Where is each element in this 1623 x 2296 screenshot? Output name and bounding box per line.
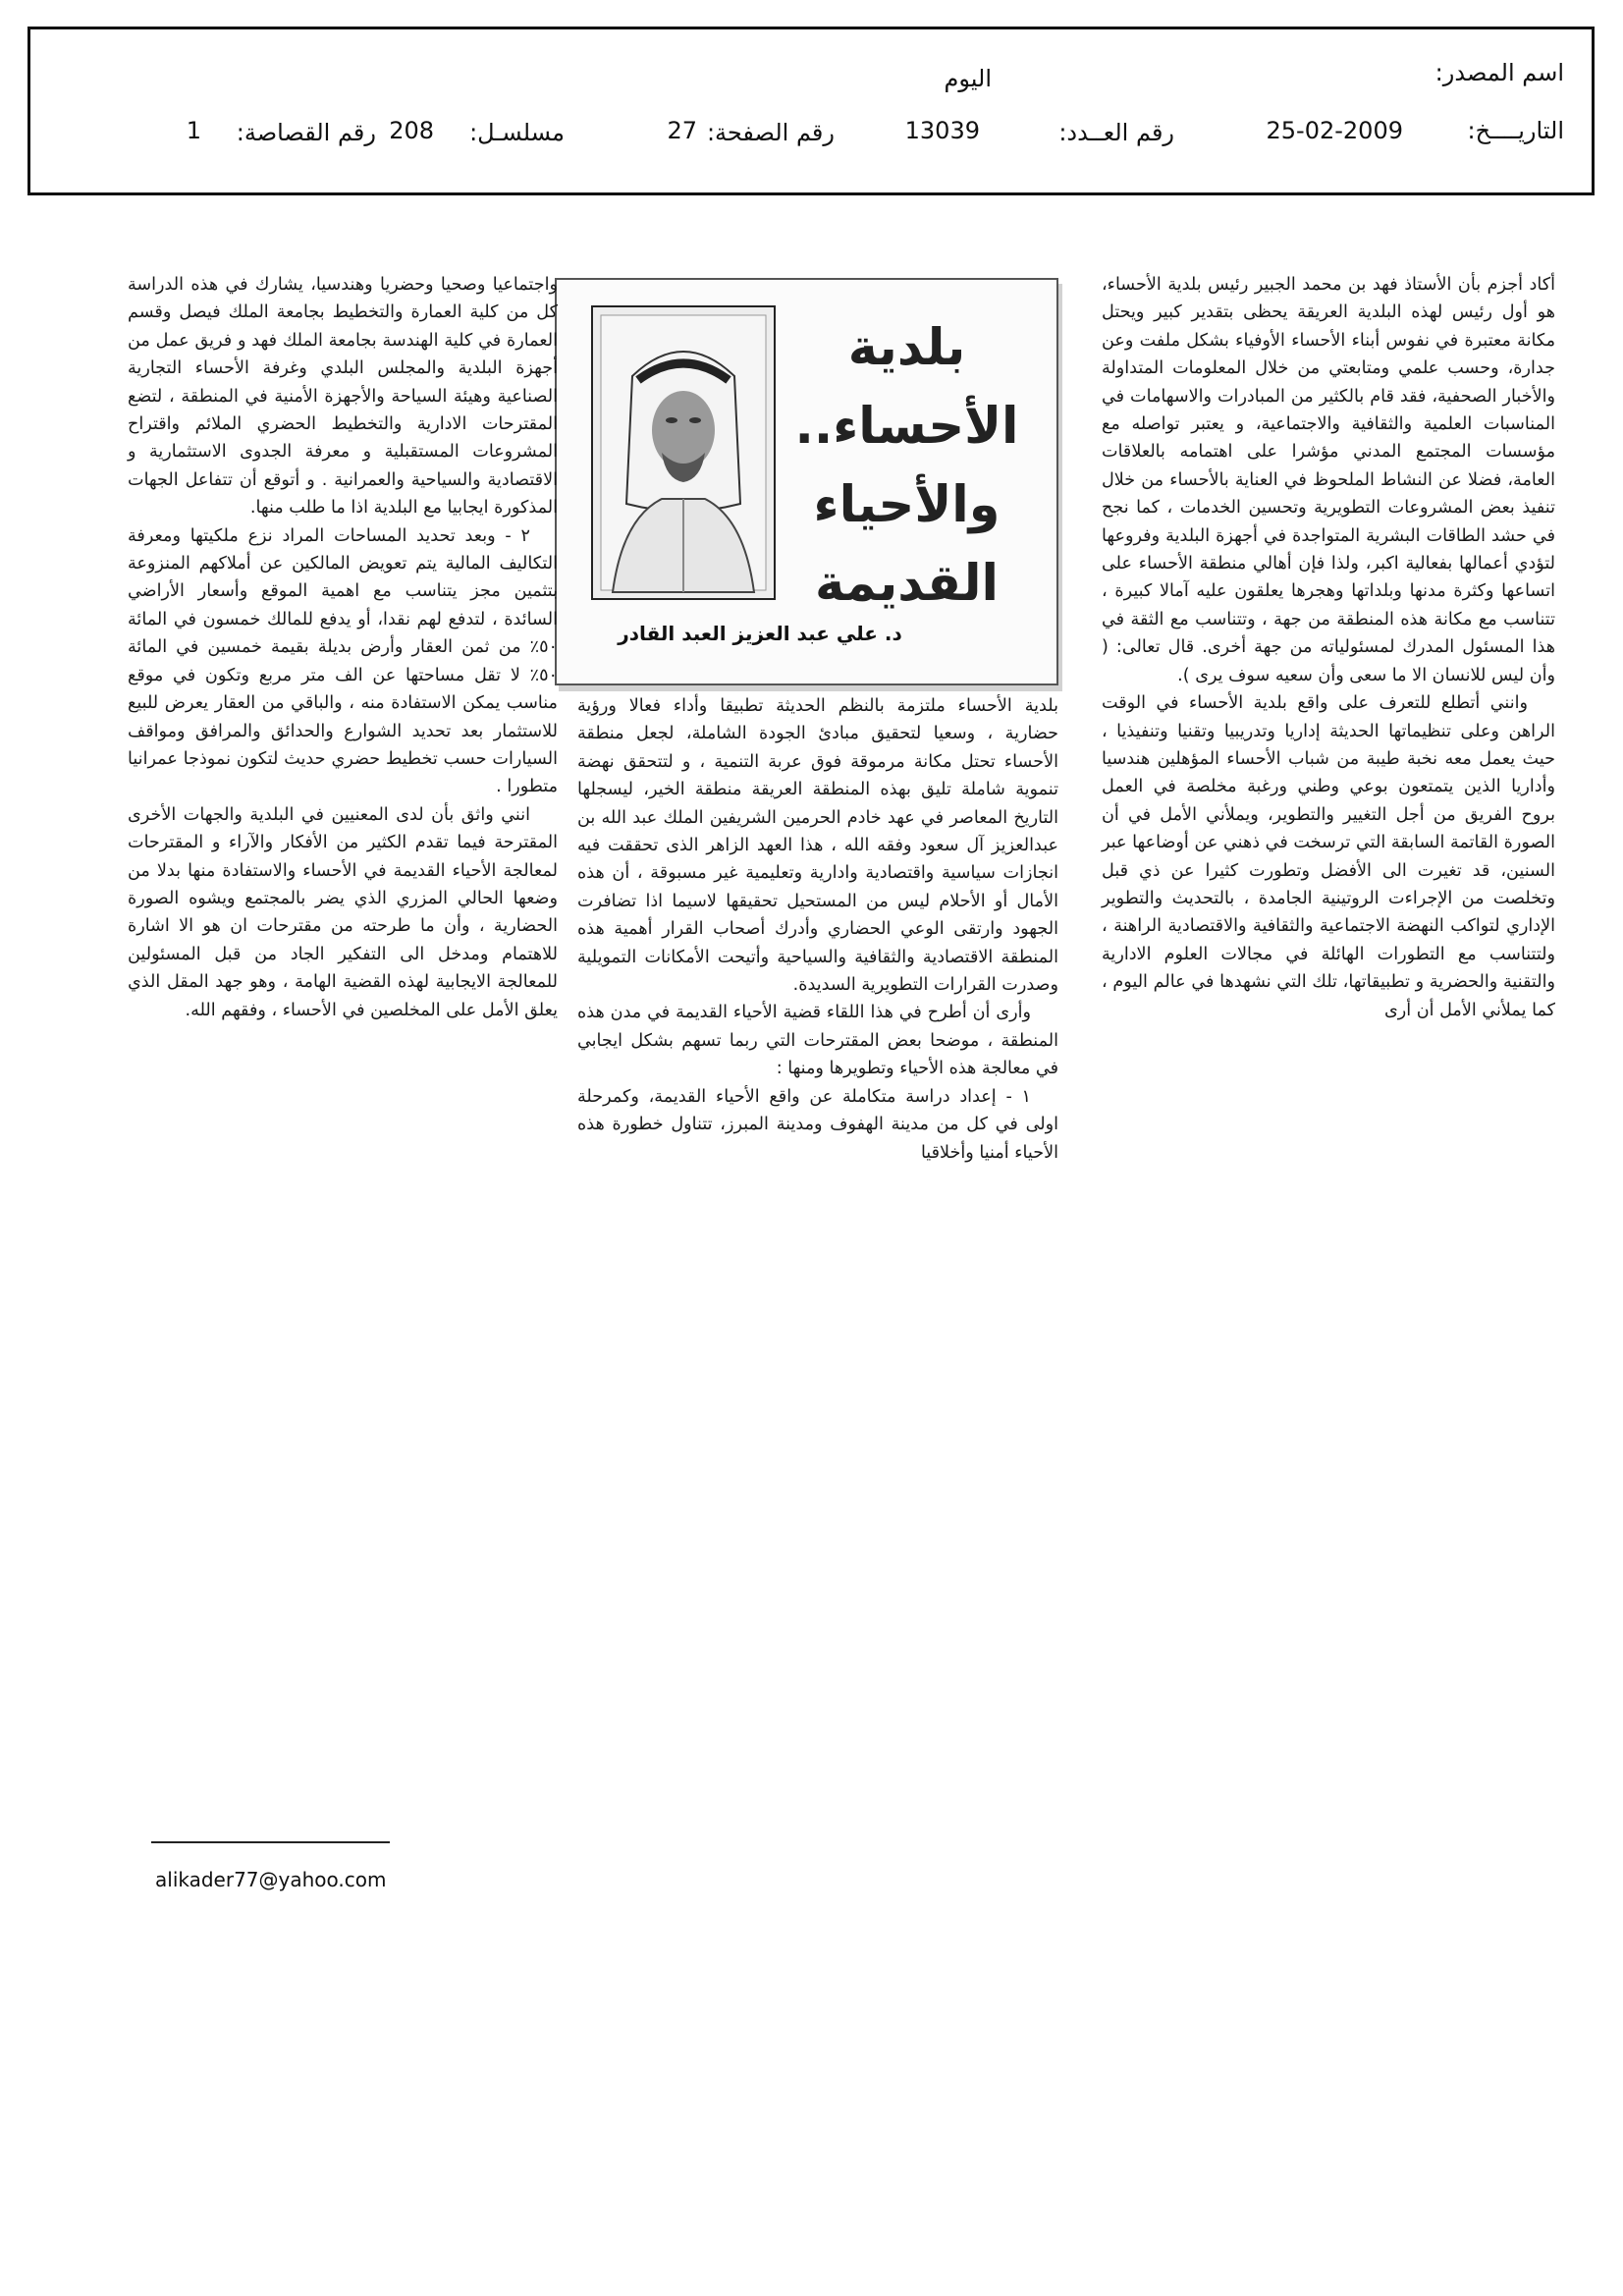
title-line: بلدية xyxy=(847,319,966,377)
issue-value: 13039 xyxy=(904,117,980,144)
article-column-middle xyxy=(577,692,1058,1167)
author-email: alikader77@yahoo.com xyxy=(155,1868,387,1891)
paragraph: وأرى أن أطرح في هذا اللقاء قضية الأحياء القديمة في مدن هذه المنطقة ، موضحا بعض المقترحات التي ربما تسهم بشكل ايجابي في معالجة هذه الأحياء وتطويرها ومنها : xyxy=(577,1003,1058,1079)
paragraph: ٢ - وبعد تحديد المساحات المراد نزع ملكيتها ومعرفة التكاليف المالية يتم تعويض المالكين عن أملاكهم المنزوعة بتثمين مجز يتناسب مع اهمية الموقع وأسعار الأراضي السائدة ، لتدفع لهم نقدا، أو يدفع للمالك خمسون في المائة ٥٠٪ من ثمن العقار وأرض بديلة بقيمة خمسين في المائة ٥٠٪ لا تقل مساحتها عن الف متر مربع وتكون في موقع مناسب يمكن الاستفادة منه ، والباقي من العقار يعرض للبيع للاستثمار بعد تحديد الشوارع والحدائق والمرافق ومواقف السيارات حسب تخطيط حضري حديث لتكون نموذجا عمرانيا متطورا . xyxy=(128,525,558,797)
article-column-left xyxy=(128,271,558,1024)
page-value: 27 xyxy=(667,117,697,144)
paragraph: بلدية الأحساء ملتزمة بالنظم الحديثة تطبيقا وأداء فعالا ورؤية حضارية ، وسعيا لتحقيق مبادئ الجودة الشاملة، لجعل منطقة الأحساء تحتل مكانة مرموقة فوق عربة التنمية ، و لتتحقق نهضة تنموية شاملة تليق بهذه المنطقة العريقة منطقة الخير، ليسجلها التاريخ المعاصر في عهد خادم الحرمين الشريفين الملك عبد الله بن عبدالعزيز آل سعود وفقه الله ، هذا العهد الزاهر الذى تحققت فيه انجازات سياسية واقتصادية وادارية وتعليمية غير مسبوقة ، أن هذه الأمال أو الأحلام ليس من المستحيل تحقيقها لاسيما اذا تضافرت الجهود وارتقى الوعي الحضاري وأدرك أصحاب القرار أهمية هذه المنطقة الاقتصادية والثقافية والسياحية وأتيحت الأمكانات التمويلية وصدرت القرارات التطويرية السديدة. xyxy=(577,696,1058,996)
clip-value: 1 xyxy=(186,117,201,144)
title-line: الأحساء.. xyxy=(794,398,1019,456)
article-column-right xyxy=(1102,271,1555,1024)
source-value: اليوم xyxy=(944,65,992,92)
page-label: رقم الصفحة: xyxy=(706,119,835,146)
author-photo xyxy=(591,305,776,600)
signature-divider xyxy=(151,1841,390,1843)
serial-label: مسلسـل: xyxy=(469,119,565,146)
paragraph: انني واثق بأن لدى المعنيين في البلدية والجهات الأخرى المقترحة فيما تقدم الكثير من الأفكار والآراء و المقترحات لمعالجة الأحياء القديمة في الأحساء والاستفادة منها بدلا من وضعها الحالي المزري الذي يضر بالمجتمع ويشوه الصورة الحضارية ، وأن ما طرحته من مقترحات ان هو الا اشارة للاهتمام ومدخل الى التفكير الجاد من قبل المسئولين للمعالجة الايجابية لهذه القضية الهامة ، وهو جهد المقل الذي يعلق الأمل على المخلصين في الأحساء ، وفقهم الله. xyxy=(128,804,558,1020)
paragraph: واجتماعيا وصحيا وحضريا وهندسيا، يشارك في هذه الدراسة كل من كلية العمارة والتخطيط بجامعة الملك فيصل وقسم العمارة في كلية الهندسة بجامعة الملك فهد و فريق عمل من أجهزة البلدية والمجلس البلدي وغرفة الأحساء التجارية الصناعية وهيئة السياحة والأجهزة الأمنية في المنطقة ، لتضع المقترحات الادارية والتخطيط الحضري الملائم واقتراح المشروعات المستقبلية و معرفة الجدوى الاستثمارية و الاقتصادية والسياحية والعمرانية . و أتوقع أن تتفاعل الجهات المذكورة ايجابيا مع البلدية اذا ما طلب منها. xyxy=(128,275,558,519)
paragraph: وانني أتطلع للتعرف على واقع بلدية الأحساء في الوقت الراهن وعلى تنظيماتها الحديثة إداريا وتدريبيا وتقنيا وتنفيذيا ، حيث يعمل معه نخبة طيبة من شباب الأحساء المؤهلين هندسيا وأداريا الذين يتمتعون بوعي وطني ورغبة مخلصة في العمل بروح الفريق من أجل التغيير والتطوير، ويملأني الأمل في أن الصورة القاتمة السابقة التي ترسخت في ذهني عن أوضاعها عبر السنين، قد تغيرت الى الأفضل وتطورت كثيرا عن ذي قبل وتخلصت من الإجراءت الروتينية الجامدة ، بالتحديث والتطوير الإداري لتواكب النهضة الاجتماعية والثقافية والاقتصادية الراهنة ، ولتتناسب مع التطورات الهائلة في مجالات العلوم الادارية والتقنية والحضرية و تطبيقاتها، تلك التي نشهدها في عالم اليوم ، كما يملأني الأمل أن أرى xyxy=(1102,693,1555,1020)
serial-value: 208 xyxy=(389,117,434,144)
author-byline: د. علي عبد العزيز العبد القادر xyxy=(618,622,902,645)
source-label: اسم المصدر: xyxy=(1434,59,1564,86)
article-title-box xyxy=(555,278,1058,685)
date-label: التاريــــخ: xyxy=(1467,117,1564,144)
author-portrait-icon xyxy=(593,307,774,598)
paragraph: ١ - إعداد دراسة متكاملة عن واقع الأحياء القديمة، وكمرحلة اولى في كل من مدينة الهفوف ومدينة المبرز، تتناول خطورة هذه الأحياء أمنيا وأخلاقيا xyxy=(577,1086,1058,1163)
clip-label: رقم القصاصة: xyxy=(236,119,376,146)
clipping-header xyxy=(27,27,1595,195)
title-line: القديمة xyxy=(814,555,1000,613)
title-line: والأحياء xyxy=(813,476,1001,534)
paragraph: أكاد أجزم بأن الأستاذ فهد بن محمد الجبير رئيس بلدية الأحساء، هو أول رئيس لهذه البلدية العريقة يحظى بتقدير كبير ويحتل مكانة معتبرة في نفوس أبناء الأحساء الأوفياء بشكل ملفت وعن جدارة، وحسب علمي ومتابعتي من خلال المعلومات المتداولة والأخبار الصحفية، فقد قام بالكثير من المبادرات والاسهامات في المناسبات العلمية والثقافية والاجتماعية، و يعتبر تواصله مع مؤسسات المجتمع المدني مؤشرا على اهتمامه بالعلاقات العامة، فضلا عن النشاط الملحوظ في العناية بالأحساء من خلال تنفيذ بعض المشروعات التطويرية وتحسين الخدمات ، كما نجح في حشد الطاقات البشرية المتواجدة في أجهزة البلدية وفروعها لتؤدي أعمالها بفعالية اكبر، ولذا فإن أهالي منطقة الأحساء على اتساعها وكثرة مدنها وبلداتها وهجرها يعلقون عليه آمالا كبيرة ، تتناسب مع مكانة هذه المنطقة من جهة ، وتتناسب مع الثقة في هذا المسئول المدرك لمسئولياته من جهة أخرى. قال تعالى: ( وأن ليس للانسان الا ما سعى وأن سعيه سوف يرى ). xyxy=(1102,275,1555,685)
issue-label: رقم العــدد: xyxy=(1058,119,1174,146)
date-value: 25-02-2009 xyxy=(1266,117,1403,144)
article-title xyxy=(767,309,1047,624)
